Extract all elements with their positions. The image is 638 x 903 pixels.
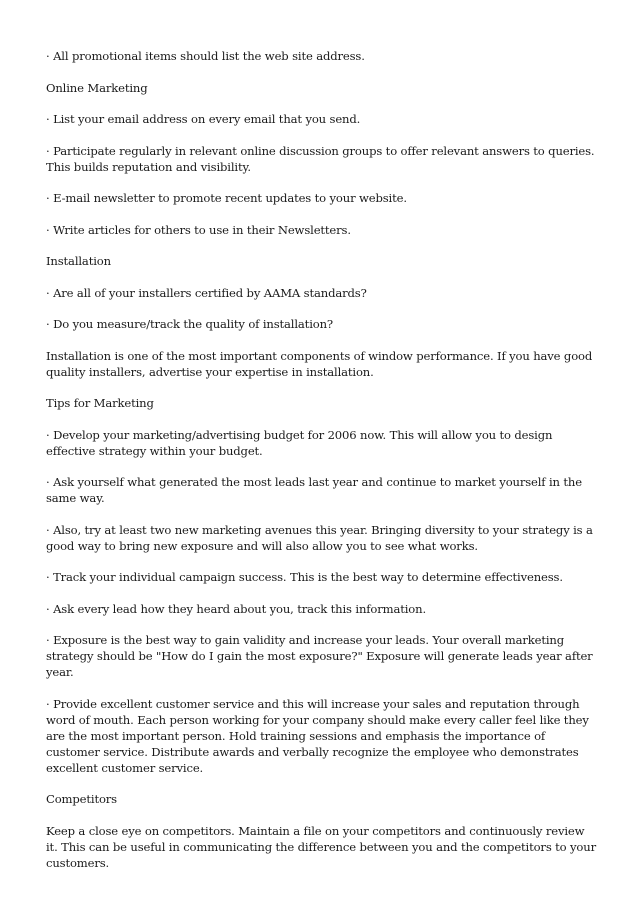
document-page xyxy=(46,48,598,886)
bullet-develop-budget: · Develop your marketing/advertising budget for 2006 now. This will allow you to design effective strategy within your budget. xyxy=(46,427,553,458)
bullet-discussion-groups: · Participate regularly in relevant online discussion groups to offer relevant answers to queries. This builds reputation and visibility. xyxy=(46,143,595,174)
bullet-write-articles: · Write articles for others to use in their Newsletters. xyxy=(46,222,351,237)
bullet-exposure: · Exposure is the best way to gain validity and increase your leads. Your overall marketing strategy should be "How do I gain the most exposure?" Exposure will generate leads year after year. xyxy=(46,633,593,679)
bullet-installers-certified: · Are all of your installers certified by AAMA standards? xyxy=(46,285,367,300)
paragraph-competitors: Keep a close eye on competitors. Maintain a file on your competitors and continuously review it. This can be useful in communicating the difference between you and the competitors to your customers. xyxy=(46,823,596,870)
bullet-email-newsletter: · E-mail newsletter to promote recent updates to your website. xyxy=(46,191,407,205)
paragraph-installation-importance: Installation is one of the most important components of window performance. If you have good quality installers, advertise your expertise in installation. xyxy=(46,348,593,379)
bullet-measure-quality: · Do you measure/track the quality of installation? xyxy=(46,317,333,331)
bullet-new-avenues: · Also, try at least two new marketing avenues this year. Bringing diversity to your strategy is a good way to bring new exposure and will also allow you to see what works. xyxy=(46,522,593,553)
bullet-email-address: · List your email address on every email that you send. xyxy=(46,112,361,126)
heading-tips-for-marketing: Tips for Marketing xyxy=(46,396,154,410)
heading-online-marketing: Online Marketing xyxy=(46,80,148,95)
bullet-track-campaign: · Track your individual campaign success. This is the best way to determine effectiveness. xyxy=(46,570,563,584)
bullet-ask-every-lead: · Ask every lead how they heard about you, track this information. xyxy=(46,601,426,616)
bullet-promotional-items: · All promotional items should list the web site address. xyxy=(46,49,365,63)
heading-competitors: Competitors xyxy=(46,792,117,806)
heading-installation: Installation xyxy=(46,254,111,268)
bullet-customer-service: · Provide excellent customer service and this will increase your sales and reputation through word of mouth. Each person working for your company should make every caller feel like they are the most important person. Hold training sessions and emphasis the importance of customer service. Distribute awards and verbally recognize the employee who demonstrates excellent customer service. xyxy=(46,696,589,775)
bullet-ask-yourself: · Ask yourself what generated the most leads last year and continue to market yourself in the same way. xyxy=(46,475,582,505)
